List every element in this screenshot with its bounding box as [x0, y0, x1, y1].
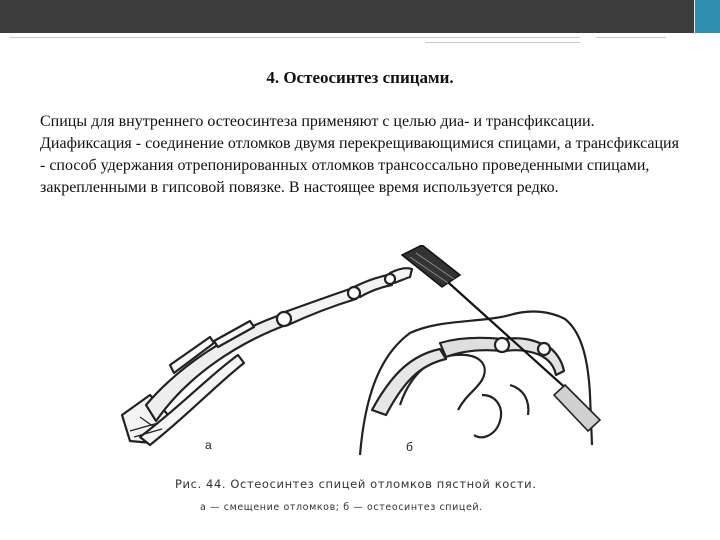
header-accent-block [695, 0, 720, 33]
figure-caption: Рис. 44. Остеосинтез спицей отломков пястной кости. [175, 477, 537, 491]
top-rule [10, 37, 580, 38]
bone-illustration-a [122, 268, 412, 445]
slide-title: 4. Остеосинтез спицами. [266, 68, 454, 87]
figure-subcaption: а — смещение отломков; б — остеосинтез спицей. [200, 502, 483, 513]
figure-label-b: б [406, 440, 413, 454]
bone-illustration-b [360, 312, 592, 455]
header-bar [0, 0, 720, 33]
drill-holder [402, 245, 460, 287]
figure-label-a: а [205, 438, 212, 452]
top-rule-right [596, 37, 666, 38]
body-paragraph: Спицы для внутреннего остеосинтеза применяют с целью диа- и трансфиксации. Диафиксация - соединение отломков двумя перекрещивающимися спицами, а трансфиксация - способ удержания отрепонированных отломков трансоссально проведенными спицами, закрепленными в гипсовой повязке. В настоящее время используется редко. [40, 113, 679, 196]
guide-tube [554, 385, 600, 431]
top-rule-short [425, 42, 580, 43]
